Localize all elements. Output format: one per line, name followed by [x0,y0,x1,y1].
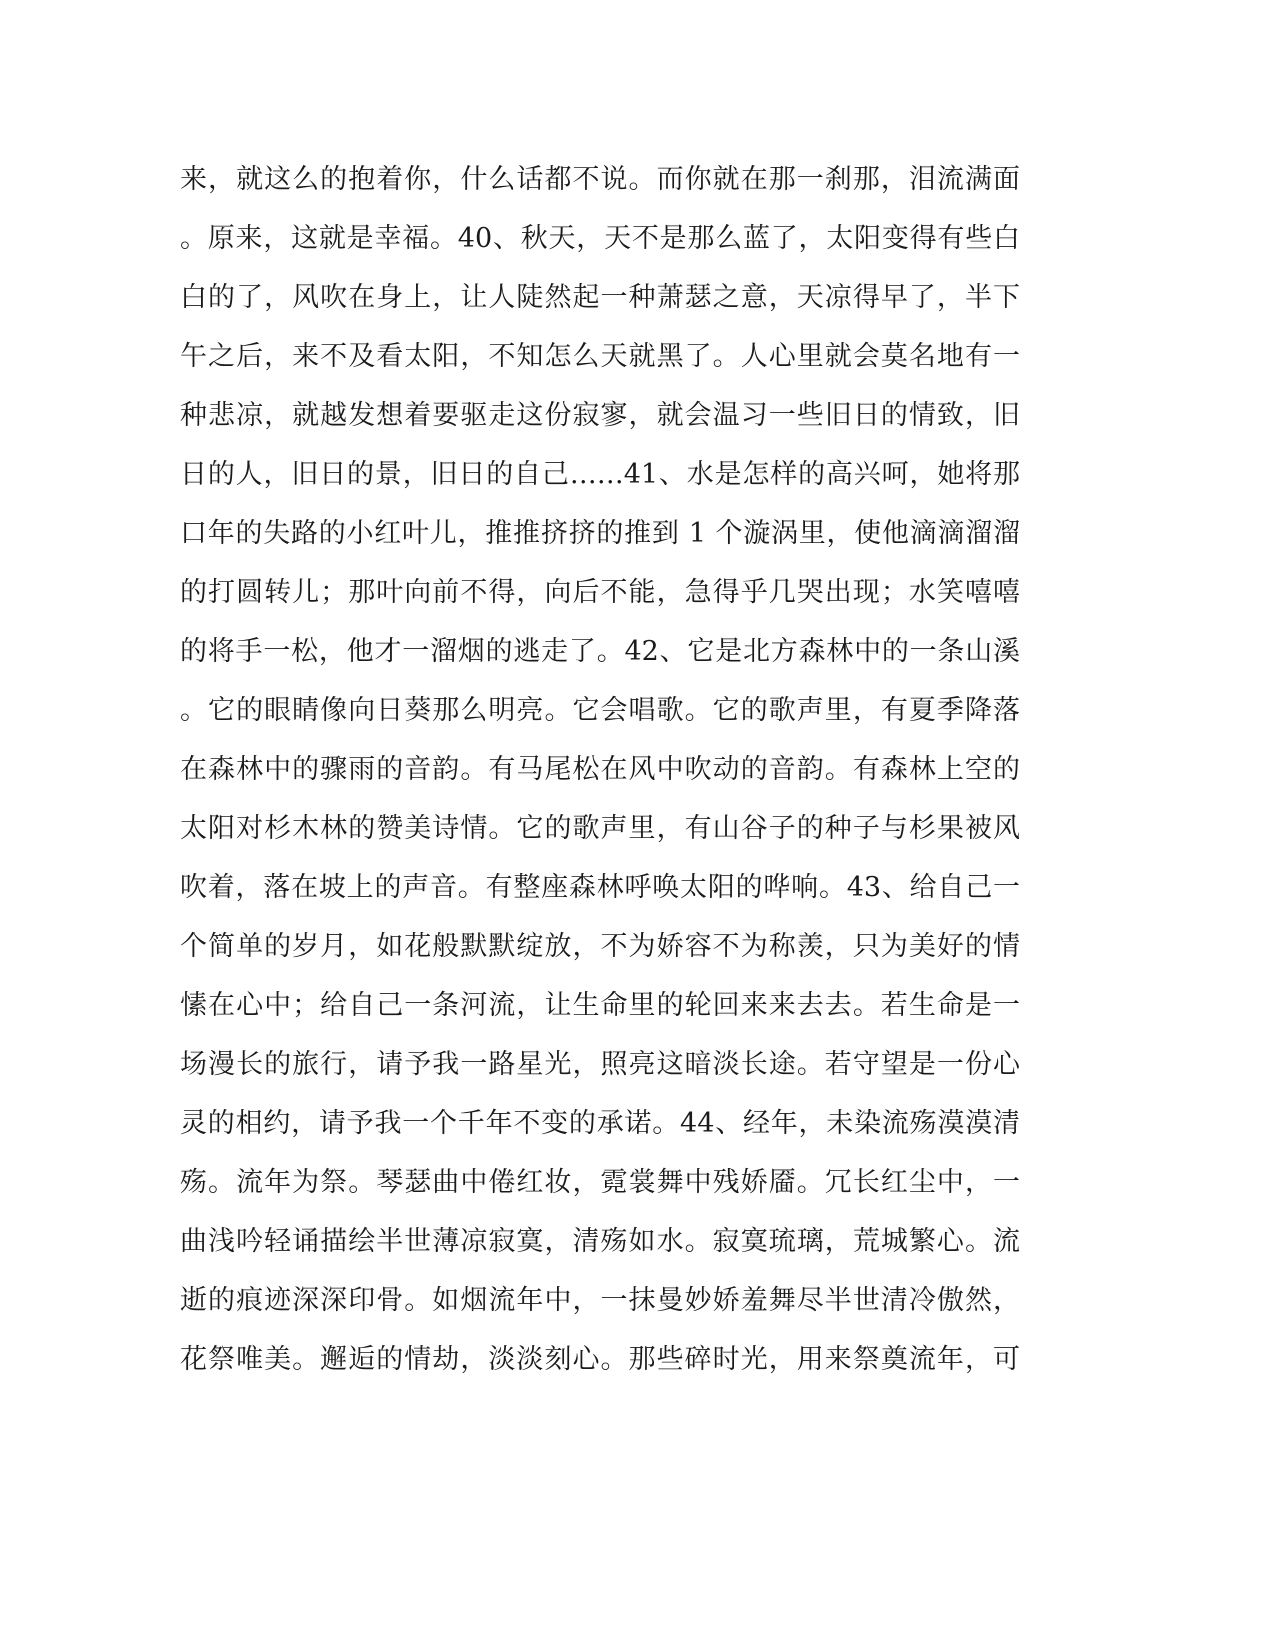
text-line: 个简单的岁月，如花般默默绽放，不为娇容不为称羡，只为美好的情 [180,931,1020,962]
text-line: 场漫长的旅行，请予我一路星光，照亮这暗淡长途。若守望是一份心 [180,1049,1020,1080]
text-line: 吹着，落在坡上的声音。有整座森林呼唤太阳的哗响。43、给自己一 [180,872,1020,903]
text-line: 曲浅吟轻诵描绘半世薄凉寂寞，清殇如水。寂寞琉璃，荒城繁心。流 [180,1226,1020,1257]
text-line: 愫在心中；给自己一条河流，让生命里的轮回来来去去。若生命是一 [180,990,1020,1021]
text-line: 殇。流年为祭。琴瑟曲中倦红妆，霓裳舞中残娇靥。冗长红尘中，一 [180,1167,1020,1198]
text-line: 来，就这么的抱着你，什么话都不说。而你就在那一刹那，泪流满面 [180,164,1020,195]
text-line: 灵的相约，请予我一个千年不变的承诺。44、经年，未染流殇漠漠清 [180,1108,1020,1139]
text-line: 。原来，这就是幸福。40、秋天，天不是那么蓝了，太阳变得有些白 [180,223,1020,254]
text-line: 。它的眼睛像向日葵那么明亮。它会唱歌。它的歌声里，有夏季降落 [180,695,1020,726]
text-line: 太阳对杉木林的赞美诗情。它的歌声里，有山谷子的种子与杉果被风 [180,813,1020,844]
text-line: 白的了，风吹在身上，让人陡然起一种萧瑟之意，天凉得早了，半下 [180,282,1020,313]
text-line: 在森林中的骤雨的音韵。有马尾松在风中吹动的音韵。有森林上空的 [180,754,1020,785]
text-line: 午之后，来不及看太阳，不知怎么天就黑了。人心里就会莫名地有一 [180,341,1020,372]
text-line: 花祭唯美。邂逅的情劫，淡淡刻心。那些碎时光，用来祭奠流年，可 [180,1344,1020,1375]
text-line: 的打圆转儿；那叶向前不得，向后不能，急得乎几哭出现；水笑嘻嘻 [180,577,1020,608]
text-line: 种悲凉，就越发想着要驱走这份寂寥，就会温习一些旧日的情致，旧 [180,400,1020,431]
text-line: 口年的失路的小红叶儿，推推挤挤的推到 1 个漩涡里，使他滴滴溜溜 [180,518,1020,549]
text-line: 逝的痕迹深深印骨。如烟流年中，一抹曼妙娇羞舞尽半世清冷傲然， [180,1285,1020,1316]
text-line: 的将手一松，他才一溜烟的逃走了。42、它是北方森林中的一条山溪 [180,636,1020,667]
text-line: 日的人，旧日的景，旧日的自己……41、水是怎样的高兴呵，她将那 [180,459,1020,490]
body-text [180,150,1020,1389]
